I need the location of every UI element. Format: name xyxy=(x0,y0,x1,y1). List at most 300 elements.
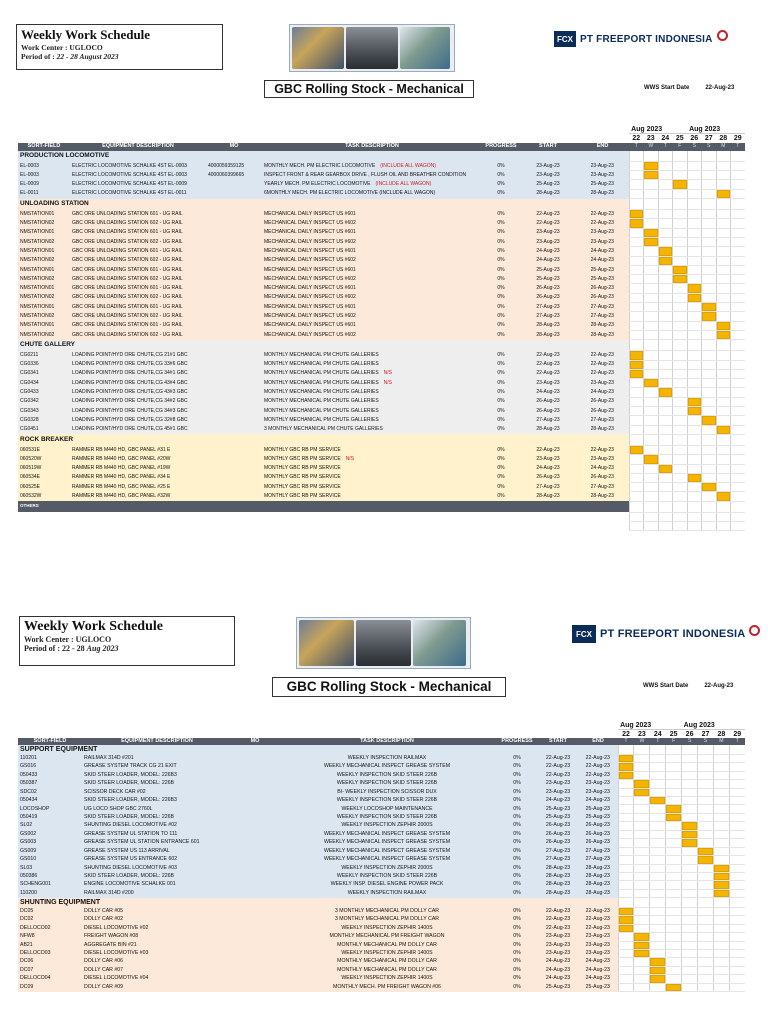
gantt-bar xyxy=(644,161,659,170)
gantt-cell xyxy=(629,340,644,351)
equipment-photos xyxy=(296,617,471,669)
gantt-cell xyxy=(702,464,717,473)
equipment-cell: RAMMER RB M440 HD, GBC PANEL #20W xyxy=(70,455,206,464)
column-header: MO xyxy=(232,738,278,745)
progress-cell: 0% xyxy=(496,771,538,779)
gantt-cell xyxy=(666,889,682,897)
gantt-cell xyxy=(713,983,729,991)
gantt-cell xyxy=(658,303,673,312)
progress-cell: 0% xyxy=(496,916,538,924)
day-header-row xyxy=(18,730,745,738)
gantt-cell xyxy=(644,388,659,397)
progress-cell: 0% xyxy=(496,822,538,830)
mo-cell xyxy=(206,284,262,293)
start-date-cell: 24-Aug-23 xyxy=(520,256,576,265)
gantt-cell xyxy=(731,501,746,512)
gantt-cell xyxy=(702,434,717,445)
gantt-cell xyxy=(702,237,717,246)
gantt-cell xyxy=(702,340,717,351)
mo-cell xyxy=(232,958,278,966)
equipment-cell: GBC ORE UNLOADING STATION 601 - UG RAIL xyxy=(70,321,206,330)
sort-field-cell: DC07 xyxy=(18,966,82,974)
equipment-cell: ELECTRIC LOCOMOTIVE SCHALKE 4ST EL-0009 xyxy=(70,180,206,189)
gantt-cell xyxy=(702,330,717,339)
equipment-cell: GBC ORE UNLOADING STATION 602 - UG RAIL xyxy=(70,237,206,246)
gantt-cell xyxy=(658,330,673,339)
progress-cell: 0% xyxy=(482,161,520,170)
task-text: YEARLY MECH. PM ELECTRIC LOCOMOTIVE xyxy=(264,181,371,188)
equipment-cell: DOLLY CAR #02 xyxy=(82,916,232,924)
gantt-bar xyxy=(658,388,673,397)
gantt-cell xyxy=(698,822,714,830)
gantt-cell xyxy=(650,771,666,779)
end-date-cell: 22-Aug-23 xyxy=(578,924,618,932)
mo-cell xyxy=(206,445,262,454)
gantt-cell xyxy=(682,856,698,864)
gantt-cell xyxy=(618,830,634,838)
gantt-cell xyxy=(731,388,746,397)
gantt-cell xyxy=(644,247,659,256)
end-date-cell: 28-Aug-23 xyxy=(578,864,618,872)
gantt-cell xyxy=(650,933,666,941)
gantt-cell xyxy=(702,521,717,530)
gantt-cell xyxy=(658,284,673,293)
task-text: WEEKLY INSPECTION RAILMAX xyxy=(347,889,427,896)
task-cell xyxy=(262,228,482,237)
gantt-cell xyxy=(658,397,673,406)
gantt-cell xyxy=(618,933,634,941)
column-header: END xyxy=(576,143,629,151)
gantt-cell xyxy=(666,941,682,949)
column-header: EQUIPMENT DESCRIPTION xyxy=(82,738,232,745)
task-text: MECHANICAL DAILY INSPECT US #601 xyxy=(264,322,356,329)
gantt-cell xyxy=(731,407,746,416)
end-date-cell: 25-Aug-23 xyxy=(578,813,618,821)
table-row xyxy=(18,822,745,830)
gantt-cell xyxy=(629,388,644,397)
gantt-cell xyxy=(682,771,698,779)
day-number: 22 xyxy=(629,134,644,143)
end-date-cell: 26-Aug-23 xyxy=(576,473,629,482)
gantt-cell xyxy=(644,425,659,434)
gantt-cell xyxy=(713,805,729,813)
gantt-cell xyxy=(729,763,745,771)
gantt-cell xyxy=(673,321,688,330)
section-label: SUPPORT EQUIPMENT xyxy=(18,745,618,754)
table-row xyxy=(18,256,745,265)
gantt-cell xyxy=(650,805,666,813)
gantt-cell xyxy=(644,151,659,162)
gantt-cell xyxy=(731,369,746,378)
gantt-cell xyxy=(658,425,673,434)
equipment-cell: LOADING POINT/HYD ORE CHUTE,CG 21#1 GBC xyxy=(70,351,206,360)
gantt-cell xyxy=(644,512,659,521)
gantt-cell xyxy=(658,492,673,501)
gantt-cell xyxy=(713,822,729,830)
gantt-cell xyxy=(629,434,644,445)
end-date-cell: 23-Aug-23 xyxy=(576,228,629,237)
section-row xyxy=(18,501,745,512)
task-cell xyxy=(262,303,482,312)
gantt-bar xyxy=(716,425,731,434)
day-number: 25 xyxy=(666,730,682,738)
gantt-cell xyxy=(682,898,698,908)
task-cell xyxy=(262,180,482,189)
weekday-label: F xyxy=(666,738,682,745)
progress-cell: 0% xyxy=(482,425,520,434)
weekday-label: T xyxy=(729,738,745,745)
gantt-bar xyxy=(618,907,634,915)
gantt-cell xyxy=(658,434,673,445)
table-row xyxy=(18,924,745,932)
gantt-cell xyxy=(729,949,745,957)
mo-cell xyxy=(232,924,278,932)
progress-cell: 0% xyxy=(482,312,520,321)
mo-cell xyxy=(206,407,262,416)
progress-cell: 0% xyxy=(482,247,520,256)
wws-value: 22-Aug-23 xyxy=(705,85,735,91)
task-cell xyxy=(262,397,482,406)
gantt-cell xyxy=(673,199,688,210)
gantt-cell xyxy=(731,455,746,464)
equipment-cell: RAMMER RB M440 HD, GBC PANEL #25 E xyxy=(70,483,206,492)
gantt-cell xyxy=(650,907,666,915)
day-number: 27 xyxy=(702,134,717,143)
table-row xyxy=(18,839,745,847)
gantt-cell xyxy=(650,788,666,796)
equipment-cell: LOADING POINT/HYD ORE CHUTE,CG 32#8 GBC xyxy=(70,416,206,425)
gantt-cell xyxy=(682,763,698,771)
equipment-cell: SKID STEER LOADER, MODEL: 226B xyxy=(82,813,232,821)
gantt-cell xyxy=(729,916,745,924)
gantt-cell xyxy=(658,379,673,388)
gantt-bar xyxy=(634,949,650,957)
end-date-cell: 27-Aug-23 xyxy=(576,312,629,321)
task-text: MONTHLY GBC RB PM SERVICE xyxy=(264,455,341,462)
gantt-cell xyxy=(629,483,644,492)
gantt-cell xyxy=(618,788,634,796)
gantt-cell xyxy=(673,512,688,521)
task-text: MONTHLY GBC RB PM SERVICE xyxy=(264,474,341,481)
gantt-cell xyxy=(629,275,644,284)
gantt-cell xyxy=(716,265,731,274)
start-date-cell: 26-Aug-23 xyxy=(538,839,578,847)
gantt-cell xyxy=(698,941,714,949)
gantt-cell xyxy=(702,407,717,416)
gantt-cell xyxy=(682,958,698,966)
equipment-cell: DOLLY CAR #09 xyxy=(82,983,232,991)
gantt-cell xyxy=(629,397,644,406)
gantt-cell xyxy=(658,161,673,170)
gantt-cell xyxy=(629,237,644,246)
gantt-cell xyxy=(629,284,644,293)
task-text: MONTHLY MECHANICAL PM CHUTE GALLERIES xyxy=(264,379,379,386)
mo-cell xyxy=(232,847,278,855)
header-spacer xyxy=(18,722,618,730)
end-date-cell: 23-Aug-23 xyxy=(576,455,629,464)
gantt-cell xyxy=(702,397,717,406)
table-row xyxy=(18,293,745,302)
task-cell xyxy=(262,284,482,293)
section-row xyxy=(18,340,745,351)
gantt-cell xyxy=(682,864,698,872)
gantt-cell xyxy=(629,265,644,274)
end-date-cell: 22-Aug-23 xyxy=(576,210,629,219)
gantt-cell xyxy=(658,521,673,530)
day-number: 28 xyxy=(713,730,729,738)
weekday-label: T xyxy=(629,143,644,151)
gantt-cell xyxy=(687,256,702,265)
weekday-label: T xyxy=(731,143,746,151)
gantt-cell xyxy=(673,219,688,228)
gantt-cell xyxy=(713,847,729,855)
gantt-bar xyxy=(629,219,644,228)
start-date-cell: 24-Aug-23 xyxy=(538,966,578,974)
sort-field-cell: CG0336 xyxy=(18,360,70,369)
gantt-cell xyxy=(658,171,673,180)
gantt-cell xyxy=(673,340,688,351)
blank-row xyxy=(18,521,745,530)
sort-field-cell: DC09 xyxy=(18,983,82,991)
task-cell xyxy=(278,788,496,796)
gantt-cell xyxy=(629,228,644,237)
table-row xyxy=(18,975,745,983)
month-label: Aug 2023 xyxy=(687,125,745,134)
progress-cell: 0% xyxy=(496,797,538,805)
gantt-bar xyxy=(634,941,650,949)
mo-cell xyxy=(232,983,278,991)
gantt-cell xyxy=(729,983,745,991)
gantt-cell xyxy=(644,189,659,198)
gantt-cell xyxy=(687,434,702,445)
gantt-cell xyxy=(698,898,714,908)
gantt-cell xyxy=(729,864,745,872)
progress-cell: 0% xyxy=(496,856,538,864)
gantt-cell xyxy=(702,189,717,198)
gantt-bar xyxy=(716,321,731,330)
gantt-cell xyxy=(731,275,746,284)
gantt-cell xyxy=(702,228,717,237)
gantt-cell xyxy=(629,303,644,312)
start-date-cell: 28-Aug-23 xyxy=(538,881,578,889)
gantt-cell xyxy=(629,312,644,321)
progress-cell: 0% xyxy=(482,455,520,464)
sort-field-cell: SL03 xyxy=(18,864,82,872)
gantt-cell xyxy=(687,512,702,521)
mo-cell xyxy=(206,379,262,388)
sort-field-cell: CG0433 xyxy=(18,388,70,397)
gantt-cell xyxy=(673,360,688,369)
gantt-cell xyxy=(731,321,746,330)
gantt-cell xyxy=(716,445,731,454)
sort-field-cell: GS010 xyxy=(18,856,82,864)
mo-cell xyxy=(206,416,262,425)
mo-cell xyxy=(232,830,278,838)
progress-cell: 0% xyxy=(482,483,520,492)
gantt-cell xyxy=(682,907,698,915)
task-cell xyxy=(278,822,496,830)
gantt-cell xyxy=(650,780,666,788)
task-cell xyxy=(278,872,496,880)
gantt-bar xyxy=(716,492,731,501)
gantt-cell xyxy=(629,425,644,434)
equipment-cell: LOADING POINT/HYD ORE CHUTE,CG 43#3 GBC xyxy=(70,388,206,397)
gantt-cell xyxy=(702,445,717,454)
gantt-cell xyxy=(650,898,666,908)
start-date-cell: 22-Aug-23 xyxy=(520,360,576,369)
gantt-cell xyxy=(702,455,717,464)
sort-field-cell: 050433 xyxy=(18,771,82,779)
day-number: 27 xyxy=(698,730,714,738)
gantt-cell xyxy=(729,924,745,932)
gantt-cell xyxy=(687,161,702,170)
start-date-cell: 23-Aug-23 xyxy=(520,171,576,180)
task-cell xyxy=(278,856,496,864)
task-cell xyxy=(262,265,482,274)
equipment-cell: LOADING POINT/HYD ORE CHUTE,CG 34#3 GBC xyxy=(70,407,206,416)
equipment-cell: DOLLY CAR #07 xyxy=(82,966,232,974)
equipment-cell: LOADING POINT/HYD ORE CHUTE,CG 33#6 GBC xyxy=(70,360,206,369)
column-header: PROGRESS xyxy=(482,143,520,151)
gantt-cell xyxy=(673,397,688,406)
progress-cell: 0% xyxy=(496,941,538,949)
task-text: WEEKLY INSPECTION ZEPHIR 1400S xyxy=(341,950,433,957)
gantt-cell xyxy=(629,501,644,512)
gantt-cell xyxy=(650,830,666,838)
task-text: MECHANICAL DAILY INSPECT US #601 xyxy=(264,303,356,310)
day-number: 26 xyxy=(682,730,698,738)
end-date-cell: 22-Aug-23 xyxy=(576,369,629,378)
gantt-cell xyxy=(618,856,634,864)
gantt-cell xyxy=(702,284,717,293)
task-cell xyxy=(278,966,496,974)
gantt-cell xyxy=(687,199,702,210)
gantt-cell xyxy=(729,933,745,941)
freeport-logo-icon xyxy=(749,625,760,636)
gantt-cell xyxy=(666,872,682,880)
gantt-bar xyxy=(713,881,729,889)
gantt-cell xyxy=(682,745,698,754)
gantt-bar xyxy=(658,247,673,256)
section-label: PRODUCTION LOCOMOTIVE xyxy=(18,151,629,162)
start-date-cell: 28-Aug-23 xyxy=(520,492,576,501)
gantt-cell xyxy=(629,293,644,302)
gantt-cell xyxy=(634,830,650,838)
start-date-cell: 22-Aug-23 xyxy=(520,445,576,454)
table-row xyxy=(18,483,745,492)
mo-cell xyxy=(232,889,278,897)
gantt-cell xyxy=(673,501,688,512)
gantt-cell xyxy=(629,330,644,339)
gantt-cell xyxy=(731,256,746,265)
start-date-cell: 23-Aug-23 xyxy=(520,161,576,170)
sort-field-cell: CG0434 xyxy=(18,379,70,388)
gantt-cell xyxy=(731,416,746,425)
end-date-cell: 23-Aug-23 xyxy=(578,941,618,949)
start-date-cell: 25-Aug-23 xyxy=(520,275,576,284)
gantt-cell xyxy=(666,975,682,983)
gantt-cell xyxy=(729,958,745,966)
gantt-cell xyxy=(687,228,702,237)
equipment-cell: GBC ORE UNLOADING STATION 601 - UG RAIL xyxy=(70,247,206,256)
task-text: MONTHLY MECHANICAL PM CHUTE GALLERIES xyxy=(264,351,379,358)
gantt-cell xyxy=(658,180,673,189)
weekday-label: T xyxy=(618,738,634,745)
task-cell xyxy=(262,210,482,219)
sort-field-cell: DELLOCO04 xyxy=(18,975,82,983)
progress-cell: 0% xyxy=(496,830,538,838)
gantt-cell xyxy=(673,189,688,198)
sort-field-cell: 110200 xyxy=(18,889,82,897)
end-date-cell: 25-Aug-23 xyxy=(578,805,618,813)
gantt-cell xyxy=(729,898,745,908)
gantt-cell xyxy=(673,379,688,388)
sort-field-cell: NMSTATION01 xyxy=(18,284,70,293)
equipment-cell: DOLLY CAR #06 xyxy=(82,958,232,966)
gantt-cell xyxy=(682,949,698,957)
progress-cell: 0% xyxy=(482,369,520,378)
gantt-cell xyxy=(716,161,731,170)
equipment-cell: RAMMER RB M440 HD, GBC PANEL #19W xyxy=(70,464,206,473)
progress-cell: 0% xyxy=(496,805,538,813)
gantt-bar xyxy=(629,369,644,378)
gantt-cell xyxy=(666,771,682,779)
section-row xyxy=(18,199,745,210)
task-cell xyxy=(262,388,482,397)
start-date-cell: 22-Aug-23 xyxy=(538,907,578,915)
equipment-cell: RAILMAX 314D #200 xyxy=(82,889,232,897)
start-date-cell: 22-Aug-23 xyxy=(538,771,578,779)
gantt-cell xyxy=(658,293,673,302)
gantt-cell xyxy=(716,397,731,406)
header-spacer xyxy=(18,730,618,738)
task-text: MONTHLY MECHANICAL PM CHUTE GALLERIES xyxy=(264,398,379,405)
progress-cell: 0% xyxy=(482,284,520,293)
mo-cell xyxy=(206,180,262,189)
progress-cell: 0% xyxy=(482,416,520,425)
gantt-cell xyxy=(702,501,717,512)
progress-cell: 0% xyxy=(496,847,538,855)
table-row xyxy=(18,847,745,855)
task-cell xyxy=(278,839,496,847)
table-row xyxy=(18,941,745,949)
task-text: MONTHLY GBC RB PM SERVICE xyxy=(264,483,341,490)
task-cell xyxy=(262,416,482,425)
equipment-cell: AGGREGATE BIN #21 xyxy=(82,941,232,949)
gantt-cell xyxy=(618,941,634,949)
gantt-bar xyxy=(682,839,698,847)
task-cell xyxy=(278,881,496,889)
task-text: MECHANICAL DAILY INSPECT US #601 xyxy=(264,229,356,236)
gantt-cell xyxy=(698,839,714,847)
gantt-cell xyxy=(702,293,717,302)
gantt-cell xyxy=(729,805,745,813)
gantt-bar xyxy=(629,351,644,360)
equipment-cell: RAMMER RB M440 HD, GBC PANEL #32W xyxy=(70,492,206,501)
gantt-bar xyxy=(634,933,650,941)
start-date-cell: 25-Aug-23 xyxy=(520,265,576,274)
gantt-cell xyxy=(658,219,673,228)
weekday-label: T xyxy=(650,738,666,745)
gantt-cell xyxy=(673,284,688,293)
progress-cell: 0% xyxy=(496,788,538,796)
gantt-bar xyxy=(713,889,729,897)
end-date-cell: 24-Aug-23 xyxy=(576,464,629,473)
gantt-cell xyxy=(729,797,745,805)
mo-cell xyxy=(206,247,262,256)
column-header: SORT-FIELD xyxy=(18,738,82,745)
gantt-cell xyxy=(658,360,673,369)
